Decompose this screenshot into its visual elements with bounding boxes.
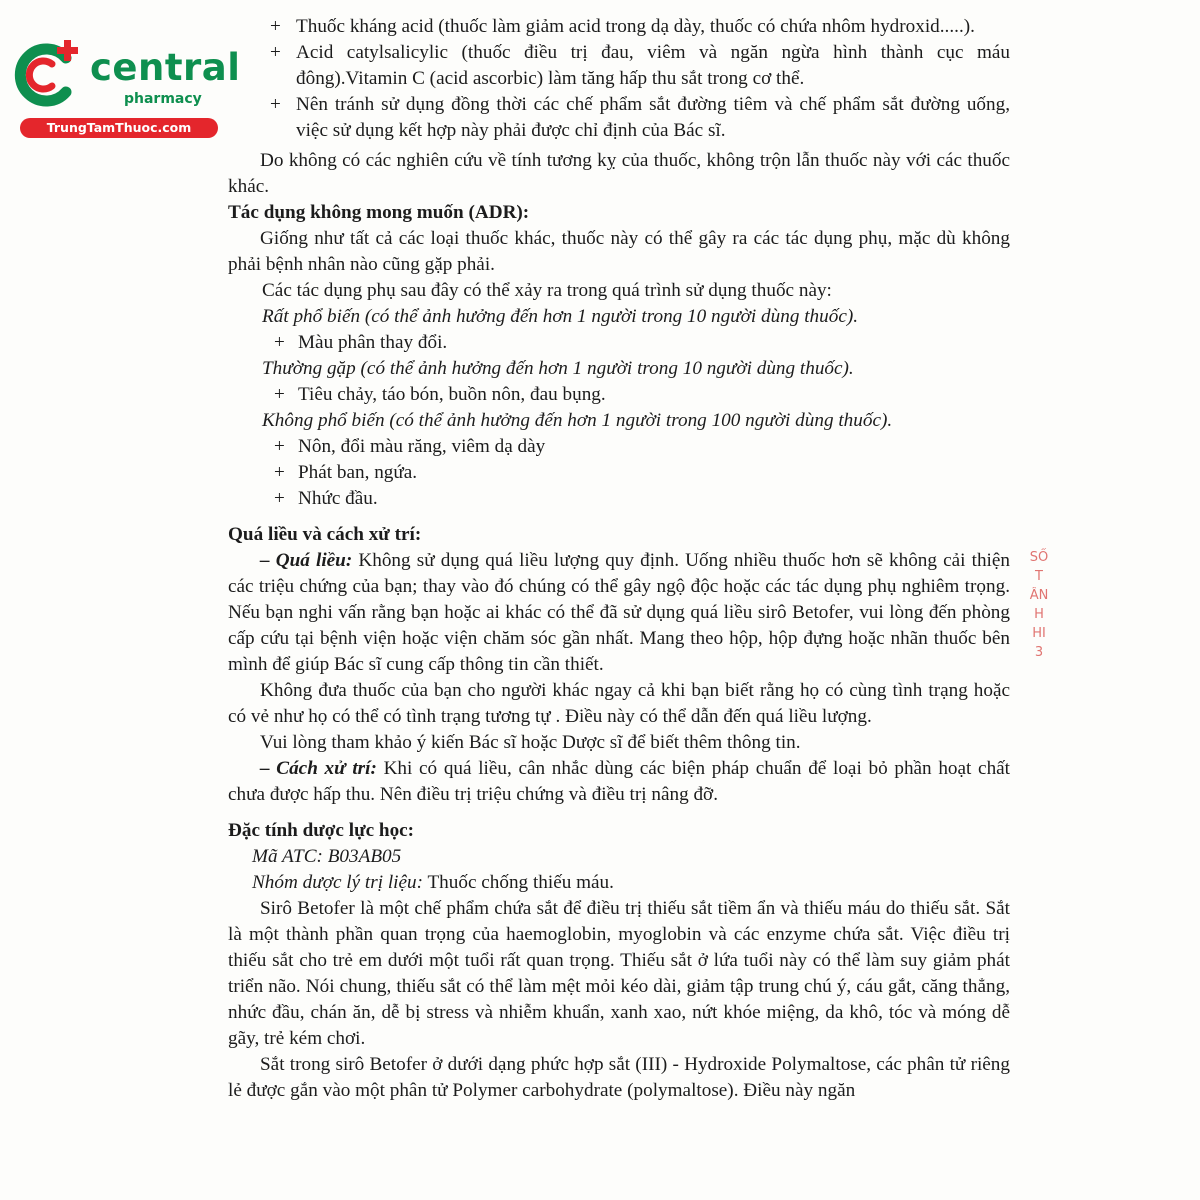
interaction-item: + Thuốc kháng acid (thuốc làm giảm acid trong dạ dày, thuốc có chứa nhôm hydroxid.....). (228, 14, 1010, 40)
bullet-plus-icon: + (274, 462, 285, 483)
adr-lead: Các tác dụng phụ sau đây có thể xảy ra trong quá trình sử dụng thuốc này: (262, 280, 832, 301)
adr-item: + Màu phân thay đổi. (228, 330, 1010, 356)
overdose-treatment: – Cách xử trí: Khi có quá liều, cân nhắc dùng các biện pháp chuẩn để loại bỏ phần hoạt chất chưa được hấp thu. Nên điều trị triệu chứng và điều trị nâng đỡ. (228, 758, 1011, 805)
overdose-heading: Quá liều và cách xử trí: (228, 524, 422, 545)
central-pharmacy-logo[interactable] (8, 34, 241, 144)
overdose-paragraph-2: Không đưa thuốc của bạn cho người khác ngay cả khi bạn biết rằng họ có cùng tình trạng hoặc có vẻ như họ có thể có tình trạng tương tự . Điều này có thể dẫn đến quá liều lượng. (228, 680, 1010, 727)
bullet-plus-icon: + (270, 42, 281, 63)
bullet-plus-icon: + (270, 16, 281, 37)
adr-uncommon: Không phổ biến (có thể ảnh hưởng đến hơn 1 người trong 100 người dùng thuốc). (262, 410, 893, 431)
bullet-plus-icon: + (270, 94, 281, 115)
bullet-plus-icon: + (274, 332, 285, 353)
interaction-item: + Nên tránh sử dụng đồng thời các chế phẩm sắt đường tiêm và chế phẩm sắt đường uống, việc sử dụng kết hợp này phải được chỉ định của Bác sĩ. (270, 94, 1010, 141)
approval-stamp: SỐ T ÂN H HI 3 (1029, 550, 1049, 660)
bullet-plus-icon: + (274, 488, 285, 509)
interaction-item: + Acid catylsalicylic (thuốc điều trị đau, viêm và ngăn ngừa hình thành cục máu đông).Vitamin C (acid ascorbic) làm tăng hấp thu sắt trong cơ thể. (270, 42, 1010, 89)
atc-code: Mã ATC: B03AB05 (252, 846, 402, 867)
pharmacodynamics-paragraph-1: Sirô Betofer là một chế phẩm chứa sắt để điều trị thiếu sắt tiềm ẩn và thiếu máu do thiếu sắt. Sắt là một thành phần quan trọng của haemoglobin, myoglobin và các enzyme chứa sắt. Việc điều trị thiếu sắt cho trẻ em dưới một tuổi rất quan trọng. Thiếu sắt ở lứa tuổi này có thể làm suy giảm phát triển não. Nói chung, thiếu sắt có thể làm mệt mỏi kéo dài, giảm tập trung chú ý, cáu gắt, căng thẳng, nhức đầu, chán ăn, dễ bị stress và nhiễm khuẩn, xanh xao, nứt khóe miệng, da khô, tóc và móng dễ gãy, trẻ kém chơi. (228, 898, 1010, 1049)
incompatibility-paragraph: Do không có các nghiên cứu về tính tương kỵ của thuốc, không trộn lẫn thuốc này với các thuốc khác. (228, 150, 1010, 197)
logo-subtitle: pharmacy (124, 91, 202, 107)
adr-item: + Phát ban, ngứa. (228, 460, 1010, 486)
adr-item: + Tiêu chảy, táo bón, buồn nôn, đau bụng. (228, 382, 1010, 408)
treatment-label: – Cách xử trí: (260, 758, 377, 779)
logo-url-badge[interactable]: TrungTamThuoc.com (20, 118, 218, 138)
overdose-paragraph: – Quá liều: Không sử dụng quá liều lượng quy định. Uống nhiều thuốc hơn sẽ không cải thiện các triệu chứng của bạn; thay vào đó chúng có thể gây ngộ độc hoặc các tác dụng phụ nghiêm trọng. Nếu bạn nghi vấn rằng bạn hoặc ai khác có thể đã sử dụng quá liều sirô Betofer, vui lòng đến phòng cấp cứu tại bệnh viện hoặc viện chăm sóc gần nhất. Mang theo hộp, hộp đựng hoặc nhãn thuốc bên mình để giúp Bác sĩ cung cấp thông tin cần thiết. (228, 550, 1010, 675)
overdose-paragraph-3: Vui lòng tham khảo ý kiến Bác sĩ hoặc Dược sĩ để biết thêm thông tin. (260, 732, 801, 753)
pharmacodynamics-heading: Đặc tính dược lực học: (228, 820, 415, 841)
leaflet-text (228, 14, 1010, 1104)
overdose-label: – Quá liều: (260, 550, 353, 571)
logo-brand: central (90, 46, 241, 89)
bullet-plus-icon: + (274, 436, 285, 457)
adr-item: + Nôn, đổi màu răng, viêm dạ dày (228, 434, 1010, 460)
adr-item: + Nhức đầu. (228, 486, 1010, 512)
pharmacological-group: Nhóm dược lý trị liệu: Thuốc chống thiếu máu. (252, 872, 614, 893)
pharmacy-cross-icon (8, 34, 88, 114)
adr-very-common: Rất phổ biến (có thể ảnh hưởng đến hơn 1 người trong 10 người dùng thuốc). (262, 306, 859, 327)
bullet-plus-icon: + (274, 384, 285, 405)
pharmacodynamics-paragraph-2: Sắt trong sirô Betofer ở dưới dạng phức hợp sắt (III) - Hydroxide Polymaltose, các phân tử riêng lẻ được gắn vào một phân tử Polymer carbohydrate (polymaltose). Điều này ngăn (228, 1054, 1010, 1101)
adr-intro: Giống như tất cả các loại thuốc khác, thuốc này có thể gây ra các tác dụng phụ, mặc dù không phải bệnh nhân nào cũng gặp phải. (228, 228, 1010, 275)
adr-heading: Tác dụng không mong muốn (ADR): (228, 202, 530, 223)
adr-common: Thường gặp (có thể ảnh hưởng đến hơn 1 người trong 10 người dùng thuốc). (262, 358, 854, 379)
